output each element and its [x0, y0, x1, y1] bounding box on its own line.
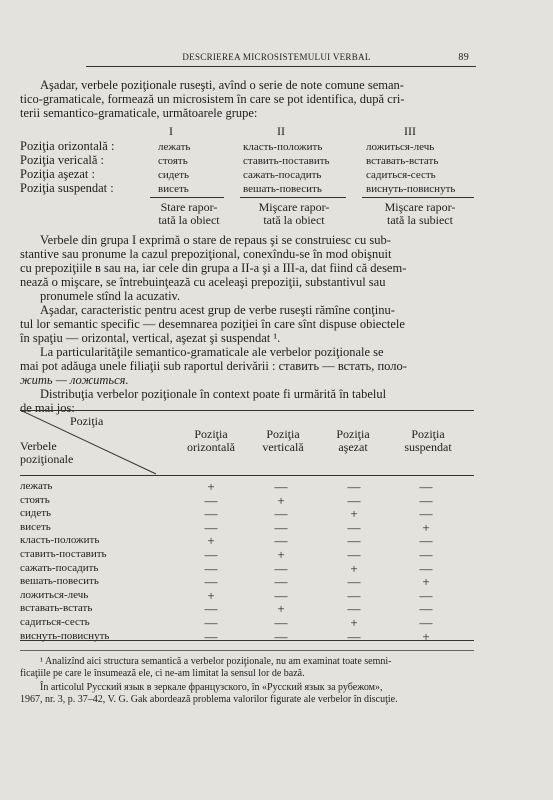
group-rule [150, 197, 224, 198]
table-cell-mark: — [204, 506, 218, 521]
corner-line: Verbele [20, 439, 57, 453]
footnote-line: 1967, nr. 3, p. 37–42, V. G. Gak abordează problema valorilor figurate ale verbelor în discuţie. [20, 694, 398, 705]
table-header-rule [20, 475, 474, 476]
table-bottom-rule [20, 640, 474, 641]
table-cell-mark: — [274, 629, 288, 644]
group-rule [240, 197, 346, 198]
table-cell-mark: — [347, 493, 361, 508]
column-header-line: verticală [262, 440, 304, 454]
table-cell-mark: — [204, 574, 218, 589]
text-line: nează o mişcare, se întrebuinţează cu aceleaşi prepoziţii, substantivul sau [20, 275, 386, 289]
page-number: 89 [458, 52, 469, 63]
table-cell-mark: — [204, 547, 218, 562]
table-cell-mark: — [419, 506, 433, 521]
group-numeral: II [277, 124, 285, 138]
group-description [244, 201, 344, 227]
group-cell: ставить-поставить [243, 155, 330, 167]
text-line: Distribuţia verbelor poziţionale în context poate fi urmărită în tabelul [40, 387, 387, 401]
group-cell: висеть [158, 183, 189, 195]
text-line: tico-gramaticale, formează un microsistem în care se pot identifica, după cri- [20, 92, 405, 106]
group-cell: стоять [158, 155, 188, 167]
paragraph-derivation [20, 345, 472, 387]
table-cell-mark: — [419, 561, 433, 576]
table-cell-mark: — [419, 479, 433, 494]
table-cell-mark: — [347, 520, 361, 535]
text-line: La particularităţile semantico-gramaticale ale verbelor poziţionale se [40, 345, 384, 359]
table-cell-mark: — [274, 588, 288, 603]
text-line: жить — ложиться. [20, 373, 129, 387]
table-cell-mark: + [422, 520, 430, 535]
table-row-verb: висеть [20, 521, 51, 533]
text-line: mai pot adăuga unele filiaţii sub raportul derivării : ставить — встать, поло- [20, 359, 407, 373]
group-row-label: Poziţia suspendat : [20, 181, 114, 195]
text-line: pronumele stînd la acuzativ. [40, 289, 181, 303]
column-header-line: Poziţia [194, 427, 228, 441]
table-row-verb: виснуть-повиснуть [20, 630, 110, 642]
group-rule [362, 197, 474, 198]
description-line: Mişcare rapor- [384, 200, 456, 214]
description-line: Stare rapor- [160, 200, 218, 214]
table-cell-mark: — [274, 574, 288, 589]
table-cell-mark: — [347, 629, 361, 644]
table-cell-mark: — [347, 588, 361, 603]
table-cell-mark: — [347, 533, 361, 548]
table-row-verb: садиться-сесть [20, 616, 90, 628]
description-line: tată la obiect [158, 213, 220, 227]
column-header-line: Poziţia [336, 427, 370, 441]
corner-line: poziţionale [20, 452, 74, 466]
text-line: tul lor semantic specific — desemnarea poziţiei în care sînt dispuse obiectele [20, 317, 405, 331]
group-cell: вставать-встать [366, 155, 439, 167]
column-header [318, 428, 388, 454]
column-header [388, 428, 468, 454]
table-cell-mark: — [204, 615, 218, 630]
text-line: Verbele din grupa I exprimă o stare de repaus şi se construiesc cu sub- [40, 233, 391, 247]
text-line: de mai jos: [20, 401, 75, 415]
table-cell-mark: — [347, 479, 361, 494]
table-cell-mark: — [274, 520, 288, 535]
text-line: Aşadar, verbele poziţionale ruseşti, avînd o serie de note comune seman- [40, 78, 404, 92]
description-line: tată la obiect [263, 213, 325, 227]
table-cell-mark: + [350, 561, 358, 576]
column-header-line: orizontală [187, 440, 235, 454]
column-header-line: aşezat [338, 440, 368, 454]
table-cell-mark: — [274, 561, 288, 576]
table-cell-mark: — [419, 615, 433, 630]
running-title: DESCRIEREA MICROSISTEMULUI VERBAL [182, 52, 371, 62]
table-cell-mark: + [350, 506, 358, 521]
table-cell-mark: — [419, 547, 433, 562]
table-cell-mark: — [204, 629, 218, 644]
table-row-verb: сидеть [20, 507, 52, 519]
table-cell-mark: — [274, 479, 288, 494]
table-row-verb: вешать-повесить [20, 575, 99, 587]
table-cell-mark: — [274, 506, 288, 521]
table-cell-mark: — [347, 547, 361, 562]
text-line: în spaţiu — orizontal, vertical, aşezat şi suspendat ¹. [20, 331, 281, 345]
group-row-label: Poziţia aşezat : [20, 167, 95, 181]
corner-header-top: Poziţia [70, 414, 104, 428]
running-header [0, 48, 553, 66]
table-row-verb: ложиться-лечь [20, 589, 89, 601]
group-cell: ложиться-лечь [366, 141, 435, 153]
text-line: Aşadar, caracteristic pentru acest grup de verbe ruseşti rămîne conţinu- [40, 303, 395, 317]
text-line: cu prepoziţiile в sau на, iar cele din grupa a II-a şi a III-a, dat fiind că desem- [20, 261, 407, 275]
table-cell-mark: + [207, 479, 215, 494]
intro-paragraph [20, 78, 472, 120]
table-cell-mark: — [204, 493, 218, 508]
table-row-verb: сажать-посадить [20, 562, 99, 574]
table-cell-mark: — [419, 493, 433, 508]
group-cell: класть-положить [243, 141, 323, 153]
group-numeral: III [404, 124, 416, 138]
table-cell-mark: — [274, 533, 288, 548]
table-cell-mark: — [419, 533, 433, 548]
table-row-verb: вставать-встать [20, 602, 93, 614]
table-cell-mark: — [347, 601, 361, 616]
description-line: tată la subiect [387, 213, 453, 227]
table-cell-mark: + [207, 588, 215, 603]
column-header-line: suspendat [404, 440, 452, 454]
footnote-1 [20, 656, 472, 680]
column-header-line: Poziţia [411, 427, 445, 441]
footnote-2 [20, 682, 472, 706]
footnote-line: În articolul Русский язык в зеркале французского, în «Русский язык за рубежом», [40, 682, 383, 693]
table-cell-mark: — [347, 574, 361, 589]
text-line: stantive sau pronume la cazul prepoziţional, conexîndu-se în mod obişnuit [20, 247, 392, 261]
table-cell-mark: — [419, 601, 433, 616]
group-description [146, 201, 232, 227]
paragraph-semantic [20, 303, 472, 345]
table-cell-mark: — [204, 520, 218, 535]
table-row-verb: стоять [20, 494, 50, 506]
group-description [364, 201, 476, 227]
group-numeral: I [169, 124, 173, 138]
table-cell-mark: + [422, 574, 430, 589]
table-cell-mark: + [350, 615, 358, 630]
table-row-verb: класть-положить [20, 534, 100, 546]
table-row-verb: ставить-поставить [20, 548, 107, 560]
corner-header-bottom [20, 440, 73, 466]
table-cell-mark: + [277, 547, 285, 562]
text-line: terii semantico-gramaticale, următoarele grupe: [20, 106, 258, 120]
table-row-verb: лежать [20, 480, 53, 492]
group-cell: лежать [158, 141, 191, 153]
table-cell-mark: + [277, 601, 285, 616]
group-cell: виснуть-повиснуть [366, 183, 456, 195]
table-cell-mark: + [277, 493, 285, 508]
column-header-line: Poziţia [266, 427, 300, 441]
group-cell: садиться-сесть [366, 169, 436, 181]
footnote-separator [20, 650, 474, 651]
group-cell: сажать-посадить [243, 169, 322, 181]
group-cell: сидеть [158, 169, 190, 181]
header-rule [86, 66, 476, 67]
table-cell-mark: + [207, 533, 215, 548]
description-line: Mişcare rapor- [258, 200, 330, 214]
table-cell-mark: — [419, 588, 433, 603]
column-header [248, 428, 318, 454]
group-cell: вешать-повесить [243, 183, 322, 195]
paragraph-groups [20, 233, 472, 303]
table-cell-mark: — [204, 601, 218, 616]
table-cell-mark: — [274, 615, 288, 630]
table-cell-mark: + [422, 629, 430, 644]
footnote-line: ficaţiile pe care le însumează ele, ci ne-am limitat la sensul lor de bază. [20, 668, 305, 679]
footnote-line: ¹ Analizînd aici structura semantică a verbelor poziţionale, nu am examinat toate semni- [40, 656, 392, 667]
group-row-label: Poziţia orizontală : [20, 139, 115, 153]
column-header [176, 428, 246, 454]
group-row-label: Poziţia vericală : [20, 153, 104, 167]
table-cell-mark: — [204, 561, 218, 576]
